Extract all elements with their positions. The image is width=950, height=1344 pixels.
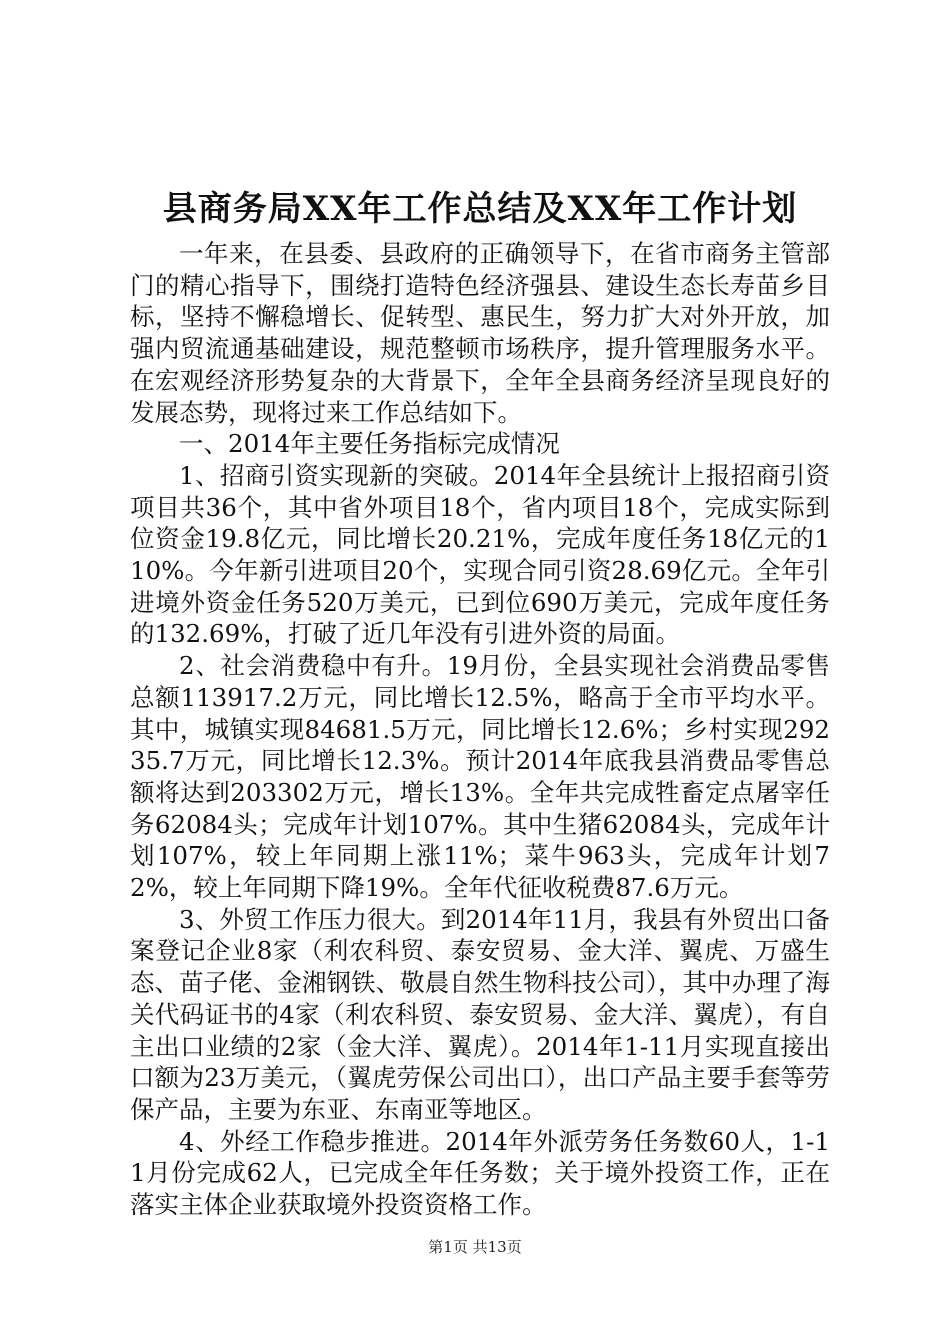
paragraph-consumption: 2、社会消费稳中有升。19月份，全县实现社会消费品零售总额113917.2万元，同比增长12.5%，略高于全市平均水平。其中，城镇实现84681.5万元，同比增长12.6%；乡村实现29235.7万元，同比增长12.3%。预计2014年底我县消费品零售总额将达到203302万元，增长13%。全年共完成牲畜定点屠宰任务62084头；完成年计划107%。其中生猪62084头，完成年计划107%，较上年同期上涨11%；菜牛963头，完成年计划72%，较上年同期下降19%。全年代征收税费87.6万元。 — [130, 651, 830, 903]
document-title: 县商务局XX年工作总结及XX年工作计划 — [162, 189, 798, 229]
paragraph-investment: 1、招商引资实现新的突破。2014年全县统计上报招商引资项目共36个，其中省外项目18个，省内项目18个，完成实际到位资金19.8亿元，同比增长20.21%，完成年度任务18亿元的110%。今年新引进项目20个，实现合同引资28.69亿元。全年引进境外资金任务520万美元，已到位690万美元，完成年度任务的132.69%，打破了近几年没有引进外资的局面。 — [130, 460, 830, 649]
page-number-footer: 第1页 共13页 — [428, 1238, 522, 1256]
document-body — [130, 238, 830, 1221]
document-page — [130, 186, 830, 1221]
paragraph-foreign-economy: 4、外经工作稳步推进。2014年外派劳务任务数60人，1-11月份完成62人，已完成全年任务数；关于境外投资工作，正在落实主体企业获取境外投资资格工作。 — [130, 1126, 830, 1220]
section-heading-1: 一、2014年主要任务指标完成情况 — [179, 429, 560, 459]
paragraph-foreign-trade: 3、外贸工作压力很大。到2014年11月，我县有外贸出口备案登记企业8家（利农科贸、泰安贸易、金大洋、翼虎、万盛生态、苗子佬、金湘钢铁、敬晨自然生物科技公司），其中办理了海关代码证书的4家（利农科贸、泰安贸易、金大洋、翼虎），有自主出口业绩的2家（金大洋、翼虎）。2014年1-11月实现直接出口额为23万美元，（翼虎劳保公司出口），出口产品主要手套等劳保产品，主要为东亚、东南亚等地区。 — [130, 904, 830, 1124]
paragraph-intro: 一年来，在县委、县政府的正确领导下，在省市商务主管部门的精心指导下，围绕打造特色经济强县、建设生态长寿苗乡目标，坚持不懈稳增长、促转型、惠民生，努力扩大对外开放，加强内贸流通基础建设，规范整顿市场秩序，提升管理服务水平。在宏观经济形势复杂的大背景下，全年全县商务经济呈现良好的发展态势，现将过来工作总结如下。 — [130, 239, 830, 427]
